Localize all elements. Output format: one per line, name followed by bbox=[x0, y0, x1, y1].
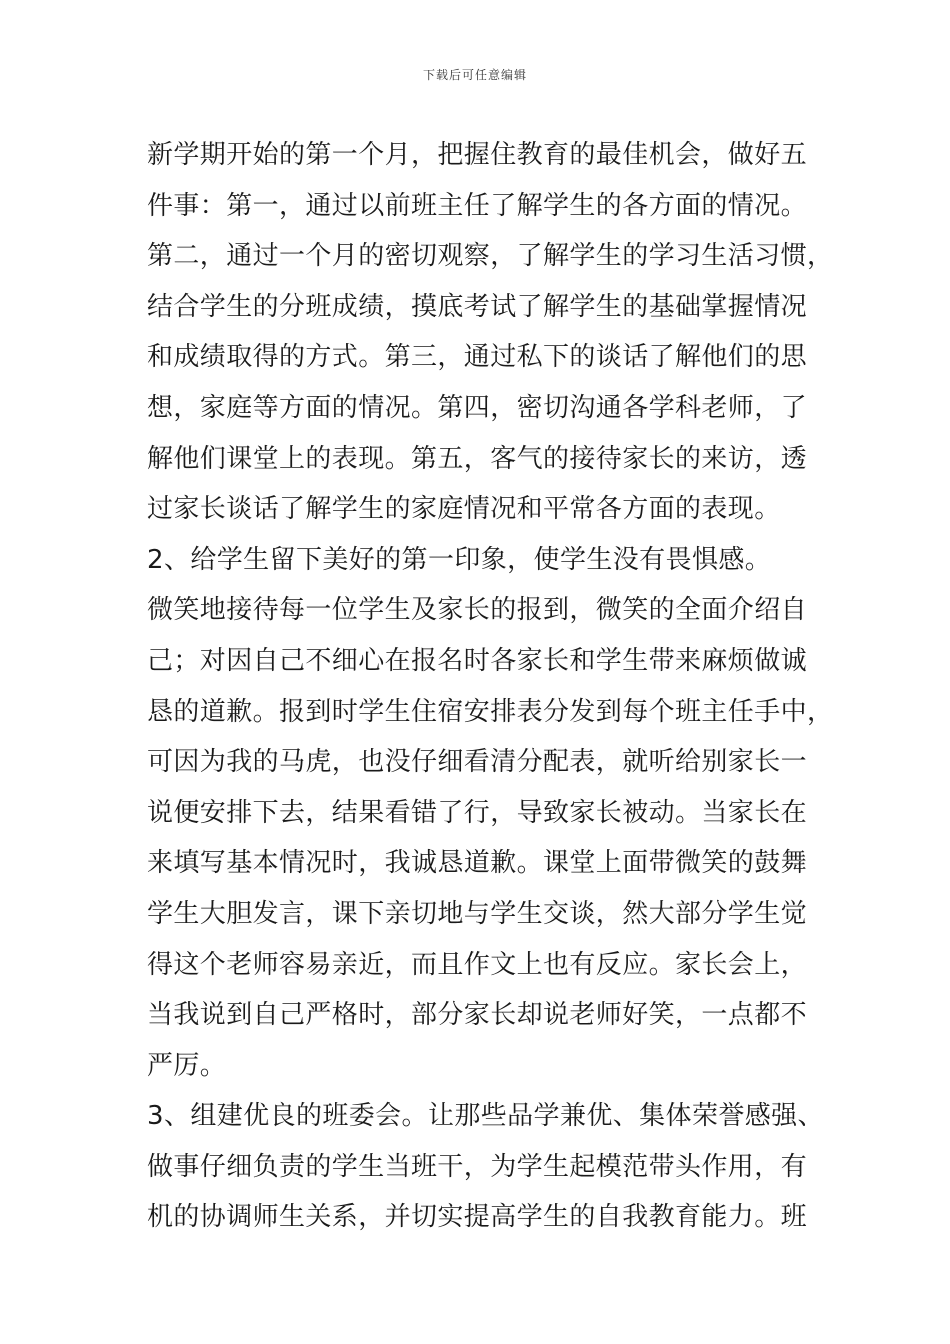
text-line: 想，家庭等方面的情况。第四，密切沟通各学科老师，了 bbox=[147, 392, 808, 423]
text-line: 己；对因自己不细心在报名时各家长和学生带来麻烦做诚 bbox=[147, 645, 808, 676]
text-line: 第二，通过一个月的密切观察，了解学生的学习生活习惯， bbox=[147, 241, 834, 272]
text-line: 过家长谈话了解学生的家庭情况和平常各方面的表现。 bbox=[147, 494, 781, 525]
page-header: 下载后可任意编辑 bbox=[422, 68, 527, 82]
text-line: 学生大胆发言，课下亲切地与学生交谈，然大部分学生觉 bbox=[147, 898, 808, 929]
document-body bbox=[147, 130, 834, 1243]
text-line: 和成绩取得的方式。第三，通过私下的谈话了解他们的思 bbox=[147, 342, 808, 373]
text-line: 说便安排下去，结果看错了行，导致家长被动。当家长在 bbox=[147, 797, 808, 828]
text-line: 当我说到自己严格时，部分家长却说老师好笑，一点都不 bbox=[147, 1000, 808, 1031]
text-line: 新学期开始的第一个月，把握住教育的最佳机会，做好五 bbox=[147, 140, 808, 170]
text-line: 得这个老师容易亲近，而且作文上也有反应。家长会上， bbox=[147, 949, 808, 980]
text-line: 严厉。 bbox=[147, 1050, 227, 1081]
text-line: 机的协调师生关系，并切实提高学生的自我教育能力。班 bbox=[147, 1202, 808, 1233]
text-line: 恳的道歉。报到时学生住宿安排表分发到每个班主任手中， bbox=[147, 696, 834, 727]
text-line: 来填写基本情况时，我诚恳道歉。课堂上面带微笑的鼓舞 bbox=[147, 848, 808, 879]
text-line: 件事：第一，通过以前班主任了解学生的各方面的情况。 bbox=[147, 190, 808, 221]
text-line: 做事仔细负责的学生当班干，为学生起模范带头作用，有 bbox=[147, 1151, 808, 1182]
text-line: 微笑地接待每一位学生及家长的报到，微笑的全面介绍自 bbox=[147, 595, 808, 626]
text-line: 2、给学生留下美好的第一印象，使学生没有畏惧感。 bbox=[147, 544, 772, 575]
text-line: 3、组建优良的班委会。让那些品学兼优、集体荣誉感强、 bbox=[147, 1101, 824, 1132]
text-line: 结合学生的分班成绩，摸底考试了解学生的基础掌握情况 bbox=[147, 291, 808, 322]
text-line: 可因为我的马虎，也没仔细看清分配表，就听给别家长一 bbox=[147, 747, 808, 778]
text-line: 解他们课堂上的表现。第五，客气的接待家长的来访，透 bbox=[147, 443, 808, 474]
